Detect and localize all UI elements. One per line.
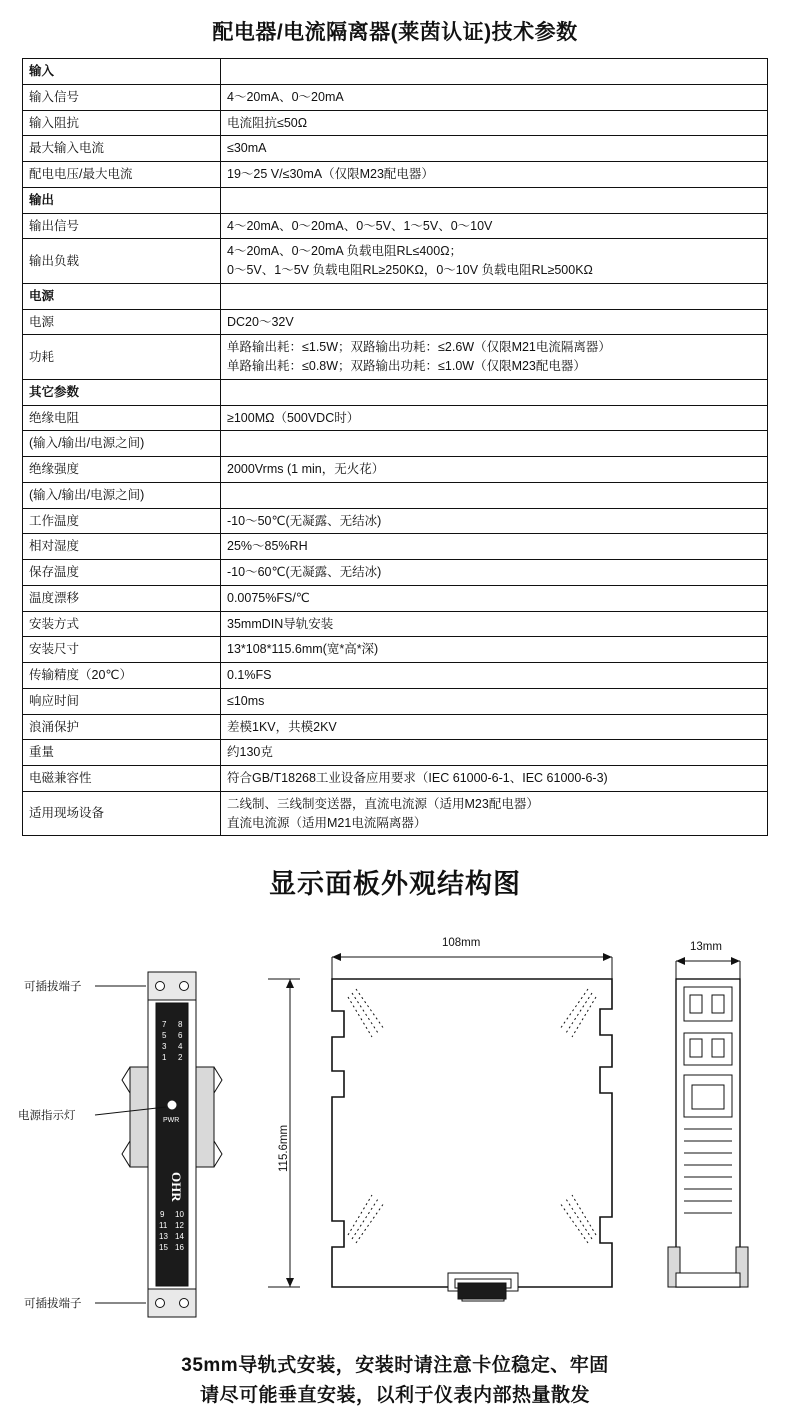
spec-value: 4～20mA、0～20mA — [221, 84, 768, 110]
spec-value-line: 二线制、三线制变送器，直流电流源（适用M23配电器） — [227, 796, 539, 811]
table-row — [23, 740, 768, 766]
spec-value-line: 直流电流源（适用M21电流隔离器） — [227, 815, 427, 830]
spec-label: 重量 — [23, 740, 221, 766]
spec-table-wrap — [0, 58, 790, 836]
spec-value: 0.0075%FS/℃ — [221, 585, 768, 611]
page-title: 配电器/电流隔离器(莱茵认证)技术参数 — [212, 21, 578, 44]
pwr-label: PWR — [163, 1117, 180, 1125]
dimension-width: 108mm — [442, 937, 481, 950]
spec-value — [221, 335, 768, 380]
table-row — [23, 688, 768, 714]
terminal-number: 10 — [175, 1210, 184, 1220]
table-row — [23, 714, 768, 740]
spec-label: 输入信号 — [23, 84, 221, 110]
table-row — [23, 534, 768, 560]
spec-label: 绝缘电阻 — [23, 405, 221, 431]
spec-value — [221, 379, 768, 405]
terminal-number: 11 — [159, 1221, 168, 1231]
spec-label: 输出 — [23, 187, 221, 213]
panel-drawing — [0, 917, 790, 1337]
table-row — [23, 239, 768, 284]
table-row — [23, 136, 768, 162]
terminal-number: 4 — [178, 1042, 183, 1052]
spec-value — [221, 431, 768, 457]
table-row — [23, 335, 768, 380]
spec-value-line: 0～5V、1～5V 负载电阻RL≥250KΩ，0～10V 负载电阻RL≥500KΩ — [227, 263, 593, 277]
terminal-number: 14 — [175, 1232, 184, 1242]
table-row — [23, 585, 768, 611]
spec-value — [221, 283, 768, 309]
table-row — [23, 379, 768, 405]
brand-label: OHR — [169, 1172, 184, 1202]
table-row — [23, 611, 768, 637]
terminal-number: 13 — [159, 1232, 168, 1242]
table-row — [23, 405, 768, 431]
table-row — [23, 84, 768, 110]
table-row — [23, 766, 768, 792]
spec-label: 配电电压/最大电流 — [23, 162, 221, 188]
terminal-number: 7 — [162, 1020, 167, 1030]
table-row — [23, 283, 768, 309]
table-row — [23, 59, 768, 85]
table-row — [23, 482, 768, 508]
terminal-number: 6 — [178, 1031, 183, 1041]
spec-value — [221, 59, 768, 85]
spec-value: 电流阻抗≤50Ω — [221, 110, 768, 136]
drawing-svg — [0, 917, 790, 1337]
spec-value: -10～50℃(无凝露、无结冰) — [221, 508, 768, 534]
spec-value: 25%～85%RH — [221, 534, 768, 560]
spec-label: 适用现场设备 — [23, 791, 221, 836]
spec-value-line: 单路输出耗：≤0.8W；双路输出功耗：≤1.0W（仅限M23配电器） — [227, 359, 586, 373]
spec-value: 13*108*115.6mm(宽*高*深) — [221, 637, 768, 663]
spec-label: 最大输入电流 — [23, 136, 221, 162]
footer-note — [0, 1337, 790, 1428]
spec-label: 输入 — [23, 59, 221, 85]
spec-table — [22, 58, 768, 836]
spec-label: (输入/输出/电源之间) — [23, 431, 221, 457]
terminal-number: 15 — [159, 1243, 168, 1253]
spec-label: 电源 — [23, 283, 221, 309]
spec-label: 输出负载 — [23, 239, 221, 284]
spec-label: 安装尺寸 — [23, 637, 221, 663]
terminal-number: 8 — [178, 1020, 183, 1030]
terminal-number: 9 — [160, 1210, 165, 1220]
footer-line-2: 请尽可能垂直安装，以利于仪表内部热量散发 — [199, 1384, 590, 1406]
section-title-panel-drawing: 显示面板外观结构图 — [269, 869, 521, 900]
spec-label: 电磁兼容性 — [23, 766, 221, 792]
table-row — [23, 162, 768, 188]
terminal-number: 1 — [162, 1053, 167, 1063]
spec-value: 2000Vrms (1 min，无火花） — [221, 457, 768, 483]
spec-value: 35mmDIN导轨安装 — [221, 611, 768, 637]
spec-label: 电源 — [23, 309, 221, 335]
footer-line-1: 35mm导轨式安装，安装时请注意卡位稳定、牢固 — [181, 1355, 609, 1377]
table-row — [23, 457, 768, 483]
table-row — [23, 560, 768, 586]
spec-label: 保存温度 — [23, 560, 221, 586]
spec-table-body — [23, 59, 768, 836]
label-terminal-bottom: 可插拔端子 — [24, 1298, 82, 1311]
spec-label: 安装方式 — [23, 611, 221, 637]
table-row — [23, 187, 768, 213]
spec-label: 输出信号 — [23, 213, 221, 239]
terminal-number: 12 — [175, 1221, 184, 1231]
table-row — [23, 309, 768, 335]
terminal-number: 2 — [178, 1053, 183, 1063]
spec-value: 符合GB/T18268工业设备应用要求（IEC 61000-6-1、IEC 61000-6-3) — [221, 766, 768, 792]
spec-label: 工作温度 — [23, 508, 221, 534]
dimension-depth: 13mm — [690, 941, 722, 954]
spec-label: 浪涌保护 — [23, 714, 221, 740]
table-row — [23, 663, 768, 689]
table-row — [23, 637, 768, 663]
spec-value — [221, 239, 768, 284]
spec-value: 4～20mA、0～20mA、0～5V、1～5V、0～10V — [221, 213, 768, 239]
spec-label: 输入阻抗 — [23, 110, 221, 136]
spec-label: 响应时间 — [23, 688, 221, 714]
label-power-led: 电源指示灯 — [18, 1110, 76, 1123]
terminal-number: 3 — [162, 1042, 167, 1052]
dimension-height: 115.6mm — [278, 1125, 290, 1173]
label-terminal-top: 可插拔端子 — [24, 981, 82, 994]
spec-value — [221, 791, 768, 836]
table-row — [23, 791, 768, 836]
spec-value: DC20～32V — [221, 309, 768, 335]
table-row — [23, 213, 768, 239]
terminal-number: 16 — [175, 1243, 184, 1253]
spec-value: ≤10ms — [221, 688, 768, 714]
spec-label: (输入/输出/电源之间) — [23, 482, 221, 508]
spec-value: 差模1KV，共模2KV — [221, 714, 768, 740]
spec-value — [221, 187, 768, 213]
spec-value: -10～60℃(无凝露、无结冰) — [221, 560, 768, 586]
spec-label: 传输精度（20℃） — [23, 663, 221, 689]
spec-value — [221, 482, 768, 508]
table-row — [23, 110, 768, 136]
spec-value: 19～25 V/≤30mA（仅限M23配电器） — [221, 162, 768, 188]
spec-value: 0.1%FS — [221, 663, 768, 689]
spec-value-line: 4～20mA、0～20mA 负载电阻RL≤400Ω； — [227, 244, 463, 259]
spec-value: ≤30mA — [221, 136, 768, 162]
spec-value: ≥100MΩ（500VDC时） — [221, 405, 768, 431]
table-row — [23, 431, 768, 457]
spec-label: 绝缘强度 — [23, 457, 221, 483]
spec-label: 温度漂移 — [23, 585, 221, 611]
spec-label: 其它参数 — [23, 379, 221, 405]
table-row — [23, 508, 768, 534]
terminal-number: 5 — [162, 1031, 167, 1041]
spec-value: 约130克 — [221, 740, 768, 766]
spec-value-line: 单路输出耗：≤1.5W；双路输出功耗：≤2.6W（仅限M21电流隔离器） — [227, 340, 611, 355]
spec-label: 相对湿度 — [23, 534, 221, 560]
spec-label: 功耗 — [23, 335, 221, 380]
